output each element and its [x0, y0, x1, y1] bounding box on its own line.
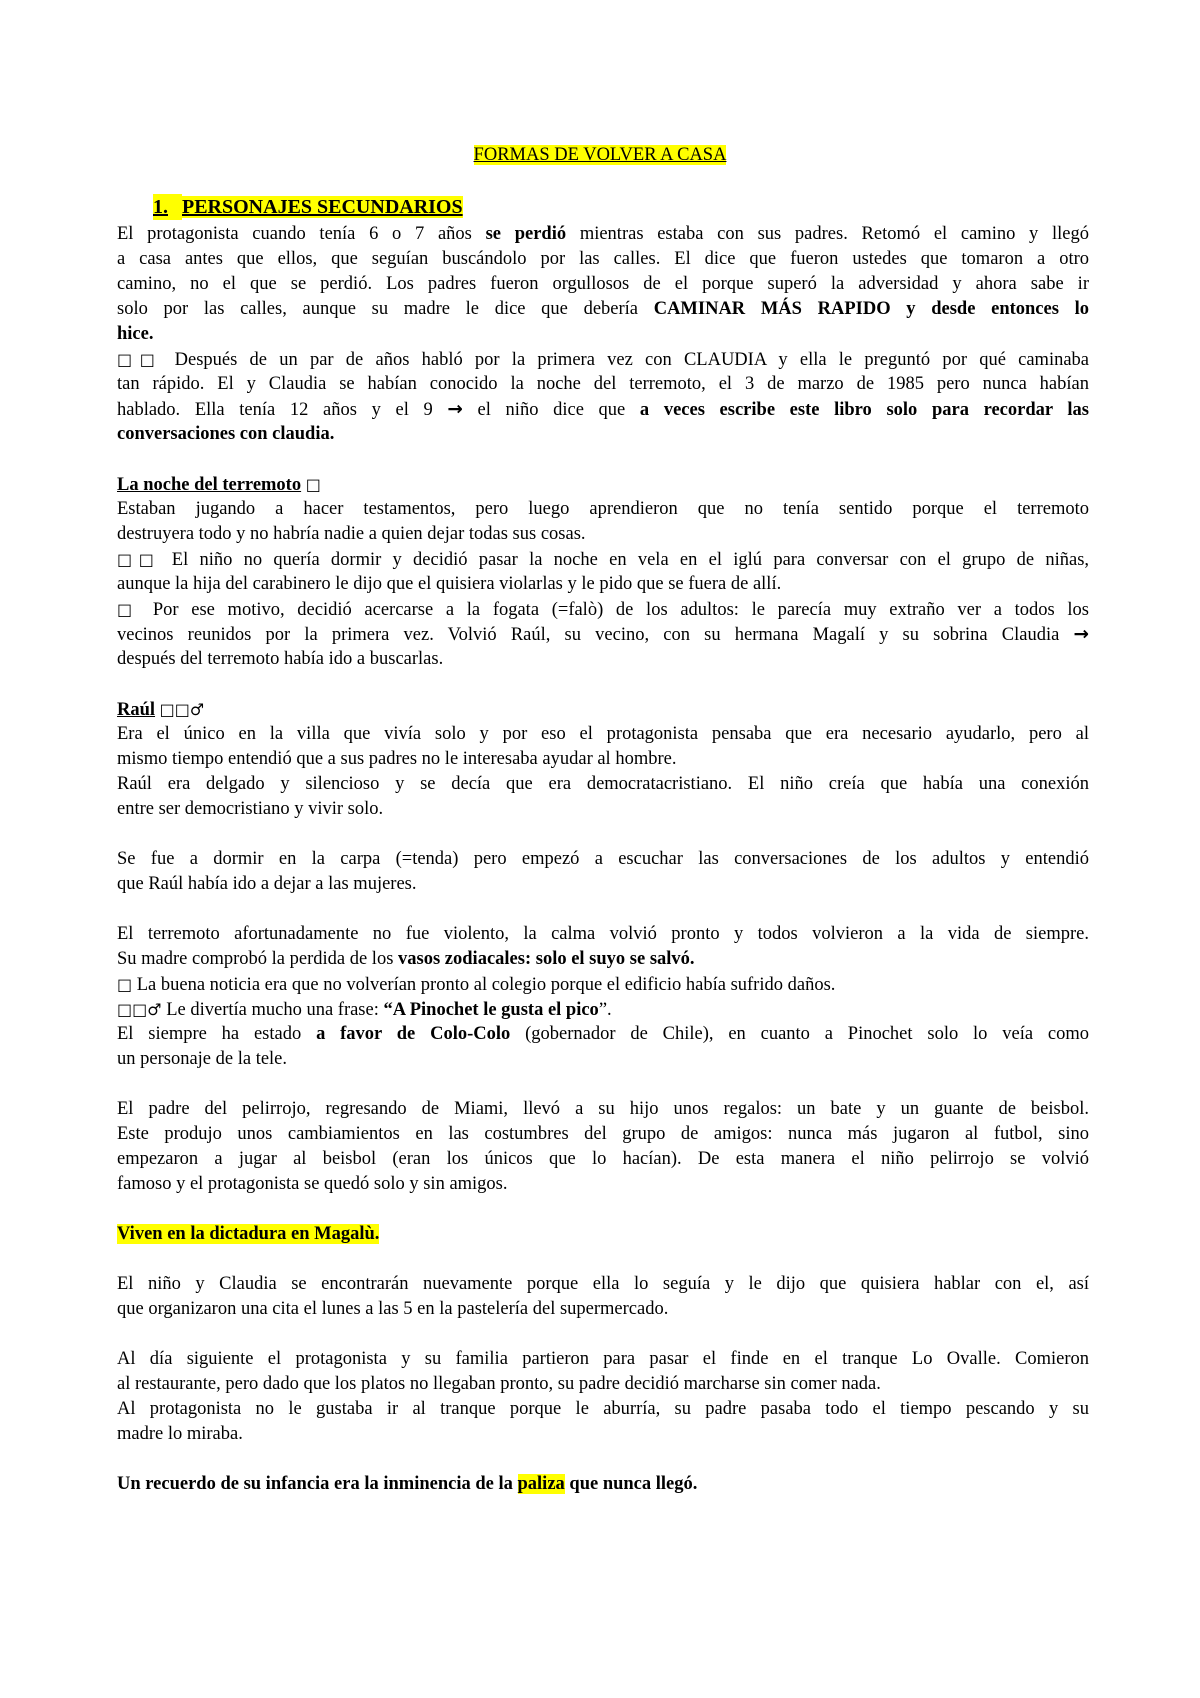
placeholder-glyph-icon: □ — [305, 475, 321, 494]
highlight-heading: Viven en la dictadura en Magalù. — [117, 1224, 380, 1244]
paragraph-line: Raúl era delgado y silencioso y se decía que era democratacristiano. El niño creía que había una conexión — [117, 774, 1089, 794]
paragraph-line: Se fue a dormir en la carpa (=tenda) pero empezó a escuchar las conversaciones de los adultos y entendió — [117, 849, 1089, 869]
placeholder-glyph-icon: □□ — [117, 550, 161, 569]
placeholder-glyph-icon: □□ — [159, 700, 190, 719]
paragraph-line: camino, no el que se perdió. Los padres fueron orgullosos de el porque superó la adversidad y ahora sabe ir — [117, 274, 1089, 294]
document-title: FORMAS DE VOLVER A CASA — [473, 145, 727, 165]
paragraph-line: Su madre comprobó la perdida de los vasos zodiacales: solo el suyo se salvó. — [117, 949, 695, 969]
paragraph-line: solo por las calles, aunque su madre le dice que debería CAMINAR MÁS RAPIDO y desde entonces lo — [117, 299, 1089, 319]
paragraph-line: que organizaron una cita el lunes a las 5 en la pastelería del supermercado. — [117, 1299, 669, 1319]
paragraph-line: que Raúl había ido a dejar a las mujeres. — [117, 874, 417, 894]
placeholder-glyph-icon: □□ — [117, 1000, 148, 1019]
paragraph-line: El protagonista cuando tenía 6 o 7 años se perdió mientras estaba con sus padres. Retomó el camino y llegó — [117, 224, 1089, 244]
paragraph-line: El niño y Claudia se encontrarán nuevamente porque ella lo seguía y le dijo que quisiera hablar con el, así — [117, 1274, 1089, 1294]
paragraph-line: entre ser democristiano y vivir solo. — [117, 799, 384, 819]
paragraph-line: Al día siguiente el protagonista y su familia partieron para pasar el finde en el tranque Lo Ovalle. Comieron — [117, 1349, 1089, 1369]
paragraph-line: un personaje de la tele. — [117, 1049, 288, 1069]
paragraph-line: hablado. Ella tenía 12 años y el 9 → el niño dice que a veces escribe este libro solo para recordar las — [117, 399, 1090, 420]
paragraph-line: Al protagonista no le gustaba ir al tranque porque le aburría, su padre pasaba todo el tiempo pescando y su — [117, 1399, 1089, 1419]
paragraph-line: a casa antes que ellos, que seguían buscándolo por las calles. El dice que fueron ustedes que tomaron a otro — [117, 249, 1089, 269]
placeholder-glyph-icon: □ — [117, 975, 133, 994]
arrow-right-icon: → — [1073, 624, 1089, 645]
paragraph-line: □□♂ Le divertía mucho una frase: “A Pinochet le gusta el pico”. — [117, 1000, 612, 1020]
arrow-right-icon: → — [447, 399, 463, 420]
placeholder-glyph-icon: □ — [117, 600, 141, 619]
paragraph-line: vecinos reunidos por la primera vez. Volvió Raúl, su vecino, con su hermana Magalí y su sobrina Claudia → — [117, 624, 1089, 645]
paragraph-line: □ La buena noticia era que no volverían pronto al colegio porque el edificio había sufrido daños. — [117, 975, 836, 995]
paragraph-line: Estaban jugando a hacer testamentos, pero luego aprendieron que no tenía sentido porque el terremoto — [117, 499, 1089, 519]
paragraph-line: destruyera todo y no habría nadie a quien dejar todas sus cosas. — [117, 524, 586, 544]
subheading-noche: La noche del terremoto □ — [117, 475, 321, 495]
paragraph-line: después del terremoto había ido a buscarlas. — [117, 649, 444, 669]
paragraph-line: hice. — [117, 324, 154, 344]
paragraph-line: □□ Después de un par de años habló por la primera vez con CLAUDIA y ella le preguntó por qué caminaba — [117, 350, 1090, 370]
final-sentence: Un recuerdo de su infancia era la inminencia de la paliza que nunca llegó. — [117, 1474, 698, 1494]
paragraph-line: □ Por ese motivo, decidió acercarse a la fogata (=falò) de los adultos: le parecía muy extraño ver a todos los — [117, 600, 1089, 620]
paragraph-line: madre lo miraba. — [117, 1424, 243, 1444]
paragraph-line: aunque la hija del carabinero le dijo que el quisiera violarlas y le pido que se fuera de allí. — [117, 574, 782, 594]
subheading-raul: Raúl □□♂ — [117, 700, 205, 720]
paragraph-line: empezaron a jugar al beisbol (eran los únicos que lo hacían). De esta manera el niño pelirrojo se volvió — [117, 1149, 1089, 1169]
paragraph-line: famoso y el protagonista se quedó solo y sin amigos. — [117, 1174, 508, 1194]
paragraph-line: tan rápido. El y Claudia se habían conocido la noche del terremoto, el 3 de marzo de 1985 pero nunca habían — [117, 374, 1089, 394]
paragraph-line: al restaurante, pero dado que los platos no llegaban pronto, su padre decidió marcharse sin comer nada. — [117, 1374, 881, 1394]
placeholder-glyph-icon: □□ — [117, 350, 163, 369]
paragraph-line: El siempre ha estado a favor de Colo-Colo (gobernador de Chile), en cuanto a Pinochet solo lo veía como — [117, 1024, 1090, 1044]
paragraph-line: □□ El niño no quería dormir y decidió pasar la noche en vela en el iglú para conversar con el grupo de niñas, — [117, 550, 1090, 570]
paragraph-line: Era el único en la villa que vivía solo y por eso el protagonista pensaba que era necesario ayudarlo, pero al — [117, 724, 1089, 744]
paragraph-line: mismo tiempo entendió que a sus padres no le interesaba ayudar al hombre. — [117, 749, 677, 769]
paragraph-line: conversaciones con claudia. — [117, 424, 335, 444]
male-sign-icon: ♂ — [189, 700, 205, 719]
section-heading: 1. PERSONAJES SECUNDARIOS — [153, 196, 463, 218]
paragraph-line: Este produjo unos cambiamientos en las costumbres del grupo de amigos: nunca más jugaron al futbol, sino — [117, 1124, 1089, 1144]
paragraph-line: El padre del pelirrojo, regresando de Miami, llevó a su hijo unos regalos: un bate y un guante de beisbol. — [117, 1099, 1089, 1119]
male-sign-icon: ♂ — [147, 1000, 162, 1019]
paragraph-line: El terremoto afortunadamente no fue violento, la calma volvió pronto y todos volvieron a la vida de siempre. — [117, 924, 1089, 944]
